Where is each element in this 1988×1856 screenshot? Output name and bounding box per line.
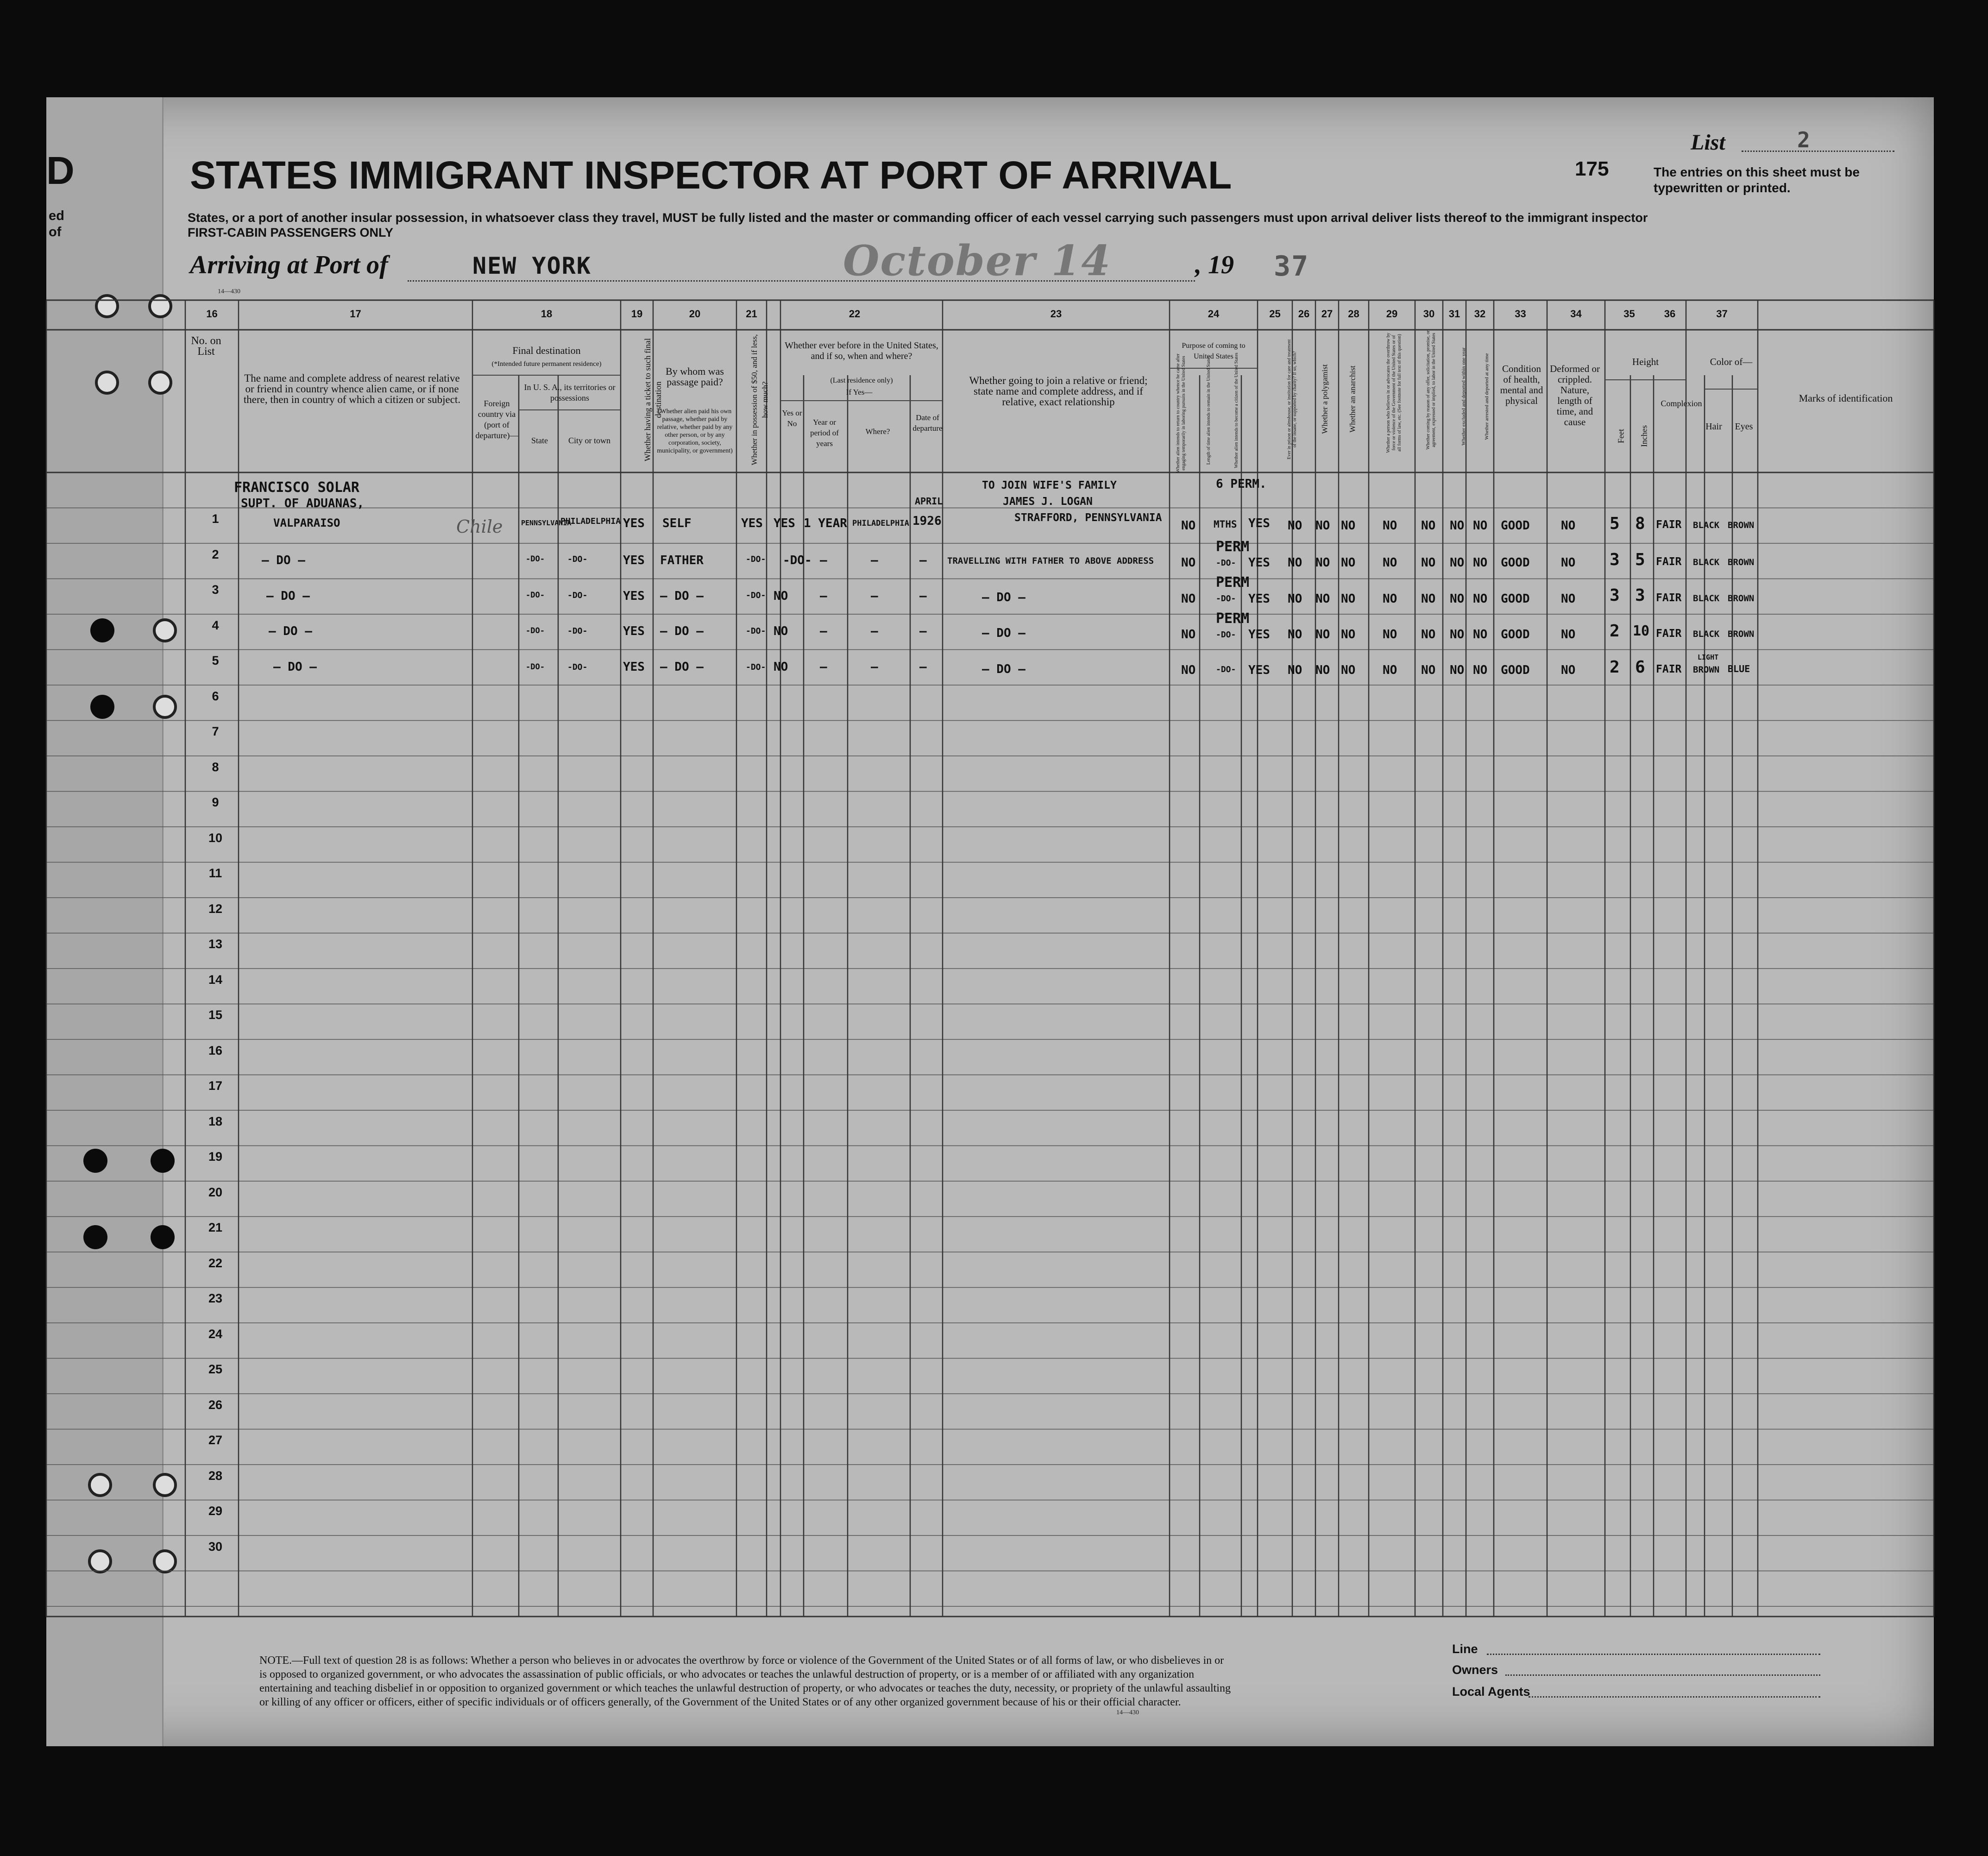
r5-citizen: YES bbox=[1248, 663, 1270, 677]
r2-feet: 3 bbox=[1610, 550, 1620, 569]
r1-complexion: FAIR bbox=[1656, 519, 1682, 531]
r2-poly: NO bbox=[1315, 556, 1330, 570]
r5-where: — bbox=[871, 660, 878, 674]
r1-prison: NO bbox=[1288, 519, 1302, 533]
row-number: 3 bbox=[212, 583, 219, 597]
column-number: 28 bbox=[1348, 308, 1359, 320]
col-34-header: Height bbox=[1632, 356, 1659, 367]
r5-years: — bbox=[820, 660, 827, 674]
r5-money: -DO- bbox=[746, 662, 766, 672]
row-number: 14 bbox=[208, 972, 223, 987]
r1-date-year: 1926 bbox=[912, 514, 942, 528]
row-number: 20 bbox=[208, 1185, 223, 1199]
r2-name: — DO — bbox=[262, 554, 305, 567]
col-23-header: Whether going to join a relative or friend; state name and complete address, and if relative, exact relationship bbox=[969, 375, 1148, 408]
row-number: 18 bbox=[208, 1114, 223, 1128]
column-number: 16 bbox=[206, 308, 218, 320]
r3-years: — bbox=[820, 589, 827, 603]
r4-health: GOOD bbox=[1501, 628, 1530, 642]
r1-citizen: YES bbox=[1248, 516, 1270, 530]
r1-deformed: NO bbox=[1561, 519, 1576, 533]
col-24-b: Length of time alien intends to remain in the United States bbox=[1206, 356, 1211, 465]
r1-money: YES bbox=[741, 516, 763, 530]
r4-deformed: NO bbox=[1561, 628, 1576, 642]
r1-date-month: APRIL bbox=[915, 496, 943, 507]
row-number: 7 bbox=[212, 724, 219, 738]
col-36-eyes: Eyes bbox=[1735, 422, 1753, 432]
r3-money: -DO- bbox=[746, 591, 766, 600]
row-number: 5 bbox=[212, 654, 219, 667]
r5-name: — DO — bbox=[273, 660, 317, 674]
row-number: 17 bbox=[208, 1079, 223, 1093]
r4-poly: NO bbox=[1315, 628, 1330, 642]
r4-join: — DO — bbox=[982, 626, 1025, 640]
col-24-a: Whether alien intends to return to country whence he came after engaging temporarily in laboring pursuits in the United States bbox=[1176, 353, 1186, 473]
r3-q31: NO bbox=[1473, 592, 1488, 606]
col-32-header: Condition of health, mental and physical bbox=[1500, 363, 1543, 406]
row-number: 4 bbox=[212, 618, 219, 632]
r5-hair: BROWN bbox=[1693, 665, 1720, 675]
r2-complexion: FAIR bbox=[1656, 556, 1682, 568]
r3-paid: — DO — bbox=[660, 589, 704, 603]
r4-complexion: FAIR bbox=[1656, 628, 1682, 640]
r2-inches: 5 bbox=[1635, 550, 1645, 569]
column-number: 33 bbox=[1515, 308, 1526, 320]
r3-length-top: PERM bbox=[1216, 574, 1250, 591]
row-number: 22 bbox=[208, 1256, 223, 1270]
column-number: 34 bbox=[1570, 308, 1582, 320]
r1-join-address: STRAFFORD, PENNSYLVANIA bbox=[1014, 512, 1162, 524]
r2-deformed: NO bbox=[1561, 556, 1576, 570]
column-number: 31 bbox=[1448, 308, 1460, 320]
col-36-hair: Hair bbox=[1705, 422, 1722, 432]
r4-eyes: BROWN bbox=[1728, 629, 1755, 639]
col-22-header: Whether ever before in the United States, and if so, when and where? bbox=[785, 340, 938, 361]
row-number: 28 bbox=[208, 1468, 223, 1483]
r1-state: PENNSYLVANIA bbox=[521, 519, 572, 527]
col-20-header: By whom was passage paid? bbox=[666, 365, 724, 388]
col-18-usa: In U. S. A., its territories or possessions bbox=[524, 383, 616, 403]
r5-eyes: BLUE bbox=[1728, 663, 1750, 674]
r3-where: — bbox=[871, 589, 878, 603]
r3-citizen: YES bbox=[1248, 592, 1270, 606]
row-number: 29 bbox=[208, 1504, 223, 1518]
column-number: 37 bbox=[1716, 308, 1728, 320]
arriving-label: Arriving at Port of bbox=[190, 251, 388, 279]
column-number: 26 bbox=[1298, 308, 1310, 320]
r2-q29: NO bbox=[1421, 556, 1436, 570]
row-number: 11 bbox=[208, 866, 222, 880]
r5-deformed: NO bbox=[1561, 663, 1576, 677]
r4-hair: BLACK bbox=[1693, 629, 1720, 639]
line-dotline bbox=[1487, 1654, 1820, 1655]
col-26-header: Whether a polygamist bbox=[1320, 364, 1329, 434]
column-number: 30 bbox=[1423, 308, 1435, 320]
row-number: 19 bbox=[208, 1150, 223, 1164]
r2-state: -DO- bbox=[526, 554, 545, 564]
r5-q28: NO bbox=[1383, 663, 1397, 677]
r2-hair: BLACK bbox=[1693, 557, 1720, 567]
r2-length-top: PERM bbox=[1216, 539, 1250, 555]
col-31-header: Whether arrested and deported at any time bbox=[1484, 353, 1490, 440]
r5-date: — bbox=[919, 660, 927, 674]
r3-name: — DO — bbox=[266, 589, 310, 603]
form-code: 14—430 bbox=[218, 288, 240, 295]
r5-paid: — DO — bbox=[660, 660, 704, 674]
r5-anarch: NO bbox=[1341, 663, 1356, 677]
r1-q30: NO bbox=[1450, 519, 1465, 533]
col-20-subheader: (Whether alien paid his own passage, whether paid by relative, whether paid by any other person, or by any corporation, society, municipality, or government) bbox=[657, 408, 733, 454]
r4-citizen: YES bbox=[1248, 628, 1270, 642]
row-number: 8 bbox=[212, 760, 219, 774]
r2-date: — bbox=[919, 554, 927, 567]
r5-state: -DO- bbox=[526, 662, 545, 672]
r4-before: NO bbox=[774, 624, 788, 638]
r3-inches: 3 bbox=[1635, 586, 1645, 605]
row-number: 30 bbox=[208, 1539, 223, 1554]
left-fragment: ed bbox=[49, 208, 64, 223]
r2-city: -DO- bbox=[567, 554, 588, 564]
r2-length: -DO- bbox=[1216, 558, 1236, 568]
lead-letter: D bbox=[46, 149, 75, 192]
r5-health: GOOD bbox=[1501, 663, 1530, 677]
row-number: 1 bbox=[212, 512, 219, 526]
r4-q31: NO bbox=[1473, 628, 1488, 642]
col-24-c: Whether alien intends to become a citizen of the United States bbox=[1234, 352, 1239, 468]
r5-length: -DO- bbox=[1216, 665, 1236, 674]
row-number: 2 bbox=[212, 547, 219, 561]
column-number: 19 bbox=[631, 308, 643, 320]
year-suffix: 37 bbox=[1274, 250, 1309, 283]
r3-city: -DO- bbox=[567, 591, 588, 600]
r3-anarch: NO bbox=[1341, 592, 1356, 606]
r5-city: -DO- bbox=[567, 662, 588, 672]
r1-name-title: SUPT. OF ADUANAS, bbox=[241, 497, 365, 510]
column-number: 32 bbox=[1474, 308, 1486, 320]
port-value: NEW YORK bbox=[472, 252, 591, 279]
col-34-feet: Feet bbox=[1616, 429, 1626, 443]
r4-name: — DO — bbox=[269, 624, 312, 638]
r1-where: PHILADELPHIA bbox=[852, 519, 909, 528]
col-18-header: Final destination bbox=[512, 345, 581, 356]
r2-ticket: YES bbox=[623, 554, 645, 567]
row-number: 25 bbox=[208, 1362, 223, 1376]
r3-date: — bbox=[919, 589, 927, 603]
column-number: 29 bbox=[1386, 308, 1398, 320]
r1-hair: BLACK bbox=[1693, 520, 1720, 530]
r1-join-name: JAMES J. LOGAN bbox=[1003, 496, 1093, 508]
r4-inches: 10 bbox=[1633, 623, 1650, 639]
col-19-header: Whether having a ticket to such final destination bbox=[643, 338, 663, 461]
r2-prison: NO bbox=[1288, 556, 1302, 570]
col-16-header: No. on List bbox=[191, 335, 221, 358]
r2-q28: NO bbox=[1383, 556, 1397, 570]
r1-length-top: 6 PERM. bbox=[1216, 477, 1267, 491]
r5-poly: NO bbox=[1315, 663, 1330, 677]
r1-anarch: NO bbox=[1341, 519, 1356, 533]
r1-length: MTHS bbox=[1214, 519, 1237, 530]
r2-where: — bbox=[871, 554, 878, 567]
r1-join: TO JOIN WIFE'S FAMILY bbox=[982, 479, 1117, 491]
r1-health: GOOD bbox=[1501, 519, 1530, 533]
r3-hair: BLACK bbox=[1693, 593, 1720, 604]
local-agents-label: Local Agents bbox=[1452, 1685, 1530, 1699]
r4-q28: NO bbox=[1383, 628, 1397, 642]
r3-health: GOOD bbox=[1501, 592, 1530, 606]
col-22-date: Date of departure bbox=[912, 413, 943, 433]
r1-poly: NO bbox=[1315, 519, 1330, 533]
r5-q29: NO bbox=[1421, 663, 1436, 677]
r5-q31: NO bbox=[1473, 663, 1488, 677]
r4-q30: NO bbox=[1450, 628, 1465, 642]
r2-citizen: YES bbox=[1248, 556, 1270, 570]
footnote bbox=[259, 1654, 1232, 1709]
column-number: 17 bbox=[350, 308, 361, 320]
r4-anarch: NO bbox=[1341, 628, 1356, 642]
r5-join: — DO — bbox=[982, 662, 1025, 676]
col-25-header: Ever in prison or almshouse, or institution for care and treatment of the insane, or supported by charity? If so, which? bbox=[1287, 339, 1297, 459]
r3-before: NO bbox=[774, 589, 788, 603]
r1-before: YES bbox=[774, 516, 795, 530]
r4-prison: NO bbox=[1288, 628, 1302, 642]
col-27-header: Whether an anarchist bbox=[1348, 365, 1357, 433]
r3-state: -DO- bbox=[526, 591, 545, 600]
col-17-header: The name and complete address of nearest relative or friend in country whence alien came, or if none there, then in country of which a citizen or subject. bbox=[243, 372, 461, 405]
col-22-yesno: Yes or No bbox=[782, 409, 802, 428]
r4-where: — bbox=[871, 624, 878, 638]
column-number: 36 bbox=[1664, 308, 1676, 320]
r4-return: NO bbox=[1181, 628, 1196, 642]
r4-city: -DO- bbox=[567, 626, 588, 636]
r5-return: NO bbox=[1181, 663, 1196, 677]
r4-paid: — DO — bbox=[660, 624, 704, 638]
column-number: 18 bbox=[541, 308, 553, 320]
r1-eyes: BROWN bbox=[1728, 520, 1755, 530]
r5-before: NO bbox=[774, 660, 788, 674]
row-number: 10 bbox=[208, 830, 223, 845]
col-18-state: State bbox=[531, 436, 548, 445]
r5-inches: 6 bbox=[1635, 658, 1645, 677]
r1-years: 1 YEAR bbox=[804, 516, 847, 530]
r2-join: TRAVELLING WITH FATHER TO ABOVE ADDRESS bbox=[947, 556, 1154, 566]
row-number: 21 bbox=[208, 1221, 223, 1234]
r1-q31: NO bbox=[1473, 519, 1488, 533]
r3-poly: NO bbox=[1315, 592, 1330, 606]
column-number: 24 bbox=[1208, 308, 1220, 320]
r5-feet: 2 bbox=[1610, 658, 1620, 677]
r2-anarch: NO bbox=[1341, 556, 1356, 570]
r4-years: — bbox=[820, 624, 827, 638]
col-30-header: Whether excluded and deported within one year bbox=[1461, 347, 1466, 446]
r3-q30: NO bbox=[1450, 592, 1465, 606]
page-number: 175 bbox=[1575, 157, 1609, 180]
row-number: 13 bbox=[208, 937, 223, 951]
r3-return: NO bbox=[1181, 592, 1196, 606]
r1-inches: 8 bbox=[1635, 514, 1645, 533]
owners-label: Owners bbox=[1452, 1663, 1498, 1677]
r3-q29: NO bbox=[1421, 592, 1436, 606]
r3-ticket: YES bbox=[623, 589, 645, 603]
r5-prison: NO bbox=[1288, 663, 1302, 677]
date-value: October 14 bbox=[843, 236, 1111, 285]
r4-state: -DO- bbox=[526, 626, 545, 635]
row-number: 12 bbox=[208, 901, 223, 916]
r1-ticket: YES bbox=[623, 516, 645, 530]
r2-q31: NO bbox=[1473, 556, 1488, 570]
r2-paid: FATHER bbox=[660, 554, 704, 567]
r3-eyes: BROWN bbox=[1728, 593, 1755, 604]
r2-q30: NO bbox=[1450, 556, 1465, 570]
col-37-header: Marks of identification bbox=[1799, 392, 1893, 404]
r3-length: -DO- bbox=[1216, 594, 1236, 604]
col-22-subheader: (Last residence only) bbox=[830, 377, 893, 384]
r2-return: NO bbox=[1181, 556, 1196, 570]
column-number: 27 bbox=[1321, 308, 1333, 320]
col-22-ifyes: If Yes— bbox=[846, 388, 873, 396]
r2-health: GOOD bbox=[1501, 556, 1530, 570]
page-title: STATES IMMIGRANT INSPECTOR AT PORT OF ARRIVAL bbox=[190, 153, 1232, 197]
r1-name: FRANCISCO SOLAR bbox=[234, 479, 359, 496]
line-label: Line bbox=[1452, 1642, 1478, 1656]
r5-complexion: FAIR bbox=[1656, 663, 1682, 675]
col-34-inches: Inches bbox=[1639, 425, 1649, 447]
list-value: 2 bbox=[1797, 127, 1811, 152]
row-number: 6 bbox=[212, 689, 219, 703]
r1-foreign: Chile bbox=[456, 516, 503, 537]
r1-return: NO bbox=[1181, 519, 1196, 533]
footnote-text: NOTE.—Full text of question 28 is as follows: Whether a person who believes in or advocates the overthrow by force or violence of the Government of the United States or of all forms of law, or who disbelieves in or is opposed to organized government, or who advocates the assassination of public officials, or who advocates or teaches the unlawful destruction of property, or is a member of or affiliated with any organization entertaining and teaching disbelief in or opposition to organized government or which teaches the unlawful destruction of property, or who advocates or teaches the duty, necessity, or propriety of the unlawful assaulting or killing of any officer or officers, either of specific individuals or of officers generally, of the Government of the United States or of any other organized government because of his or their official character. bbox=[259, 1655, 1231, 1708]
r1-feet: 5 bbox=[1610, 514, 1620, 533]
r3-join: — DO — bbox=[982, 591, 1025, 604]
col-18-subheader: (*Intended future permanent residence) bbox=[491, 360, 602, 368]
r4-money: -DO- bbox=[746, 626, 766, 636]
r4-q29: NO bbox=[1421, 628, 1436, 642]
row-number: 9 bbox=[212, 795, 219, 809]
r1-q28: NO bbox=[1383, 519, 1397, 533]
r4-length-top: PERM bbox=[1216, 610, 1250, 627]
r1-paid: SELF bbox=[662, 516, 692, 530]
local-agents-dotline bbox=[1529, 1696, 1820, 1698]
r3-q28: NO bbox=[1383, 592, 1397, 606]
column-number: 25 bbox=[1269, 308, 1281, 320]
row-number: 27 bbox=[208, 1433, 223, 1447]
col-18-city: City or town bbox=[568, 436, 610, 445]
col-35-header: Complexion bbox=[1661, 399, 1702, 408]
r1-q29: NO bbox=[1421, 519, 1436, 533]
col-21-header: Whether in possession of $50, and if less, how much? bbox=[750, 334, 769, 466]
sheet-instruction: The entries on this sheet must be typewritten or printed. bbox=[1654, 165, 1860, 195]
r2-before: -DO- bbox=[783, 554, 812, 567]
r4-length: -DO- bbox=[1216, 630, 1236, 640]
left-fragment: of bbox=[49, 225, 62, 239]
row-number: 23 bbox=[208, 1291, 223, 1305]
r2-eyes: BROWN bbox=[1728, 557, 1755, 567]
owners-dotline bbox=[1505, 1674, 1820, 1676]
r3-feet: 3 bbox=[1610, 586, 1620, 605]
col-18-foreign: Foreign country via (port of departure)— bbox=[475, 399, 518, 440]
r1-name-city: VALPARAISO bbox=[273, 516, 340, 529]
r5-ticket: YES bbox=[623, 660, 645, 674]
column-number: 20 bbox=[689, 308, 701, 320]
subtitle: States, or a port of another insular possession, in whatsoever class they travel, MUST be fully listed and the master or commanding officer of each vessel carrying such passengers must upon arrival deliver lists thereof to the immigrant inspector bbox=[188, 211, 1648, 225]
row-number: 16 bbox=[208, 1043, 223, 1057]
r5-hair-top: LIGHT bbox=[1698, 653, 1719, 661]
col-33-header: Deformed or crippled. Nature, length of time, and cause bbox=[1550, 363, 1600, 428]
column-number: 21 bbox=[746, 308, 757, 320]
row-number: 26 bbox=[208, 1397, 223, 1412]
column-number: 22 bbox=[849, 308, 861, 320]
row-number: 15 bbox=[208, 1008, 223, 1022]
r3-deformed: NO bbox=[1561, 592, 1576, 606]
col-22-years: Year or period of years bbox=[810, 418, 839, 448]
col-28-header: Whether a person who believes in or advocates the overthrow by force or violence of the Government of the United States or of all forms of law, etc. (See footnote for full text of this question) bbox=[1386, 333, 1402, 453]
r3-prison: NO bbox=[1288, 592, 1302, 606]
r3-complexion: FAIR bbox=[1656, 592, 1682, 604]
r4-date: — bbox=[919, 624, 927, 638]
subtitle-class: FIRST-CABIN PASSENGERS ONLY bbox=[188, 226, 394, 239]
r2-years: — bbox=[820, 554, 827, 567]
col-36-header: Color of— bbox=[1710, 356, 1753, 367]
r4-feet: 2 bbox=[1610, 622, 1620, 641]
footer-form-code: 14—430 bbox=[1116, 1709, 1139, 1716]
col-29-header: Whether coming by reason of any offer, solicitation, promise, or agreement, expressed or implied, to labor in the United States bbox=[1426, 330, 1436, 450]
r2-money: -DO- bbox=[746, 554, 766, 564]
year-prefix: , 19 bbox=[1195, 251, 1234, 279]
column-number: 23 bbox=[1050, 308, 1062, 320]
r1-city: PHILADELPHIA bbox=[560, 516, 621, 526]
r5-q30: NO bbox=[1450, 663, 1465, 677]
row-number: 24 bbox=[208, 1327, 223, 1341]
col-24-header: Purpose of coming to United States bbox=[1182, 342, 1246, 360]
column-number: 35 bbox=[1623, 308, 1635, 320]
r4-ticket: YES bbox=[623, 624, 645, 638]
list-label: List bbox=[1691, 130, 1725, 155]
col-22-where: Where? bbox=[865, 427, 890, 436]
